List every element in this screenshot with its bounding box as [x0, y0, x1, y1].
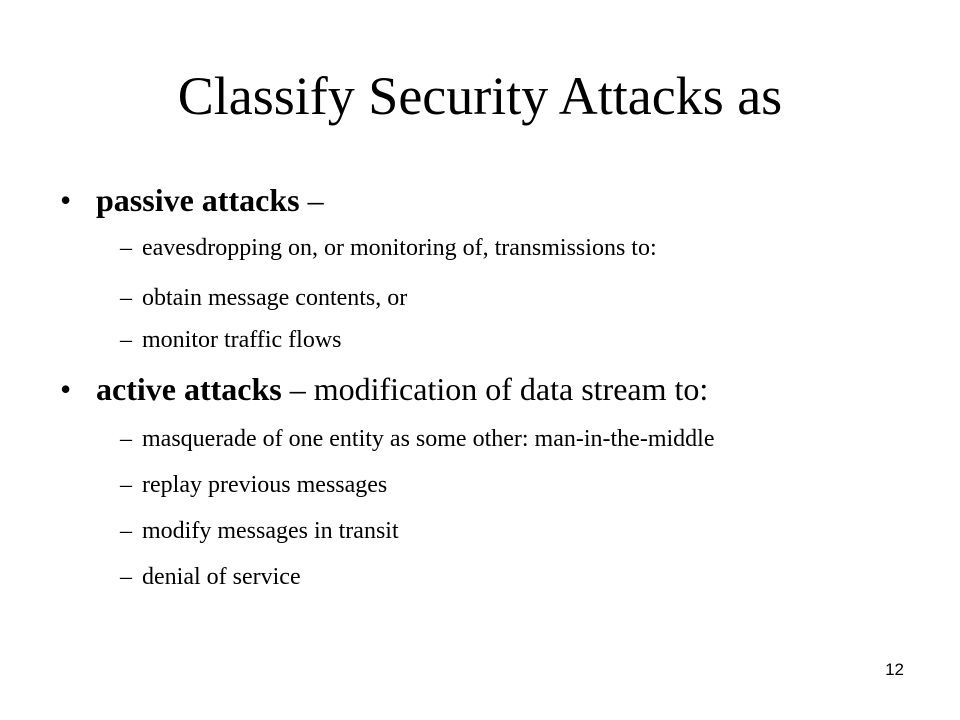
bullet-passive-attacks: [60, 180, 324, 220]
dash-marker: –: [120, 426, 132, 452]
sub-item: [120, 562, 301, 592]
bullet-point: •: [60, 182, 72, 218]
sub-item: [120, 470, 387, 500]
sub-item-text: replay previous messages: [142, 472, 388, 498]
sub-item: [120, 424, 714, 454]
sub-item: [120, 283, 407, 313]
sub-item-text: obtain message contents, or: [142, 285, 408, 311]
bullet-text: – modification of data stream to:: [281, 371, 709, 407]
sub-item: [120, 516, 399, 546]
bullet-term: active attacks: [96, 371, 282, 407]
sub-item-text: monitor traffic flows: [142, 327, 342, 353]
sub-item-text: denial of service: [142, 564, 301, 590]
dash-marker: –: [120, 235, 132, 261]
sub-item: [120, 325, 342, 355]
bullet-point: •: [60, 371, 72, 407]
sub-item-text: modify messages in transit: [142, 518, 399, 544]
bullet-term: passive attacks: [96, 182, 300, 218]
page-number: 12: [885, 660, 904, 679]
sub-item-text: masquerade of one entity as some other: man-in-the-middle: [142, 426, 715, 452]
dash-marker: –: [120, 564, 132, 590]
dash-marker: –: [120, 285, 132, 311]
dash-marker: –: [120, 327, 132, 353]
sub-item: [120, 233, 657, 263]
sub-item-text: eavesdropping on, or monitoring of, transmissions to:: [142, 235, 657, 261]
bullet-text: –: [299, 182, 324, 218]
dash-marker: –: [120, 518, 132, 544]
slide-title: Classify Security Attacks as: [177, 66, 783, 126]
dash-marker: –: [120, 472, 132, 498]
bullet-active-attacks: [60, 369, 708, 409]
